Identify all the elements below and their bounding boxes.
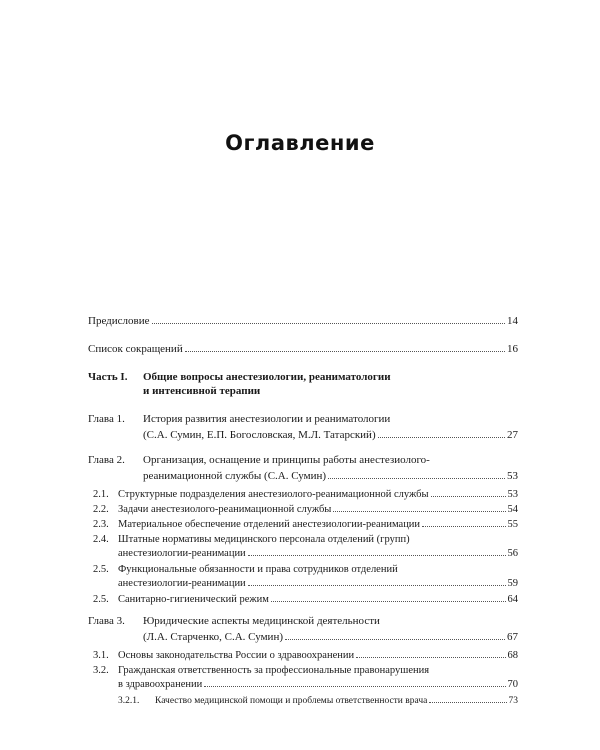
chapter-label: Глава 2. [88, 454, 125, 466]
section-title: Материальное обеспечение отделений анестезиологии-реанимации [118, 519, 421, 530]
section-title: Структурные подразделения анестезиолого-реанимационной службы [118, 489, 429, 500]
section-label: 3.2. [93, 665, 109, 676]
page-number: 55 [507, 519, 518, 530]
leader-dots [356, 657, 505, 658]
subsection-label: 3.2.1. [118, 696, 140, 706]
leader-dots [152, 323, 506, 324]
page-number: 67 [507, 631, 518, 643]
leader-dots [204, 686, 505, 687]
leader-dots [328, 478, 505, 479]
section-label: 2.2. [93, 504, 109, 515]
page-number: 64 [507, 594, 518, 605]
leader-dots [271, 601, 506, 602]
leader-dots [429, 702, 506, 703]
chapter-label: Глава 1. [88, 413, 125, 425]
section-title-line1: Штатные нормативы медицинского персонала отделений (групп) [118, 534, 410, 545]
leader-dots [333, 511, 505, 512]
chapter-title-line1: История развития анестезиологии и реаниматологии [143, 413, 391, 425]
page-number: 54 [507, 504, 518, 515]
chapter-title-line1: Организация, оснащение и принципы работы анестезиолого- [143, 454, 430, 466]
page-number: 70 [507, 679, 518, 690]
section-label: 2.3. [93, 519, 109, 530]
section-title-line2: в здравоохранении [118, 679, 203, 690]
section-title-line1: Гражданская ответственность за профессиональные правонарушения [118, 665, 430, 676]
chapter-title-line1: Юридические аспекты медицинской деятельности [143, 615, 380, 627]
leader-dots [248, 585, 506, 586]
leader-dots [248, 555, 506, 556]
page-number: 27 [507, 429, 518, 441]
part-title-line2: и интенсивной терапии [143, 385, 261, 397]
section-title: Задачи анестезиолого-реанимационной службы [118, 504, 332, 515]
section-label: 3.1. [93, 650, 109, 661]
page-number: 59 [507, 578, 518, 589]
section-title-line2: анестезиологии-реанимации [118, 578, 246, 589]
section-title-line2: анестезиологии-реанимации [118, 548, 246, 559]
part-title-line1: Общие вопросы анестезиологии, реаниматологии [143, 371, 391, 383]
leader-dots [185, 351, 505, 352]
page-number: 16 [507, 343, 518, 355]
chapter-title-line2: (С.А. Сумин, Е.П. Богословская, М.Л. Татарский) [143, 429, 376, 441]
page-number: 68 [507, 650, 518, 661]
leader-dots [422, 526, 505, 527]
page-number: 14 [507, 315, 518, 327]
leader-dots [378, 437, 505, 438]
part-label: Часть I. [88, 371, 128, 383]
section-label: 2.1. [93, 489, 109, 500]
subsection-title: Качество медицинской помощи и проблемы ответственности врача [155, 696, 428, 706]
section-label: 2.5. [93, 594, 109, 605]
section-label: 2.4. [93, 534, 109, 545]
page-number: 53 [507, 470, 518, 482]
chapter-label: Глава 3. [88, 615, 125, 627]
toc-entry-text: Список сокращений [88, 343, 183, 355]
leader-dots [285, 639, 505, 640]
page-number: 56 [507, 548, 518, 559]
chapter-title-line2: реанимационной службы (С.А. Сумин) [143, 470, 327, 482]
page-title: Оглавление [225, 131, 375, 155]
section-title: Санитарно-гигиенический режим [118, 594, 269, 605]
section-label: 2.5. [93, 564, 109, 575]
section-title-line1: Функциональные обязанности и права сотрудников отделений [118, 564, 398, 575]
page-number: 73 [508, 696, 518, 706]
chapter-title-line2: (Л.А. Старченко, С.А. Сумин) [143, 631, 283, 643]
page-number: 53 [507, 489, 518, 500]
section-title: Основы законодательства России о здравоохранении [118, 650, 355, 661]
toc-entry-text: Предисловие [88, 315, 150, 327]
leader-dots [431, 496, 506, 497]
